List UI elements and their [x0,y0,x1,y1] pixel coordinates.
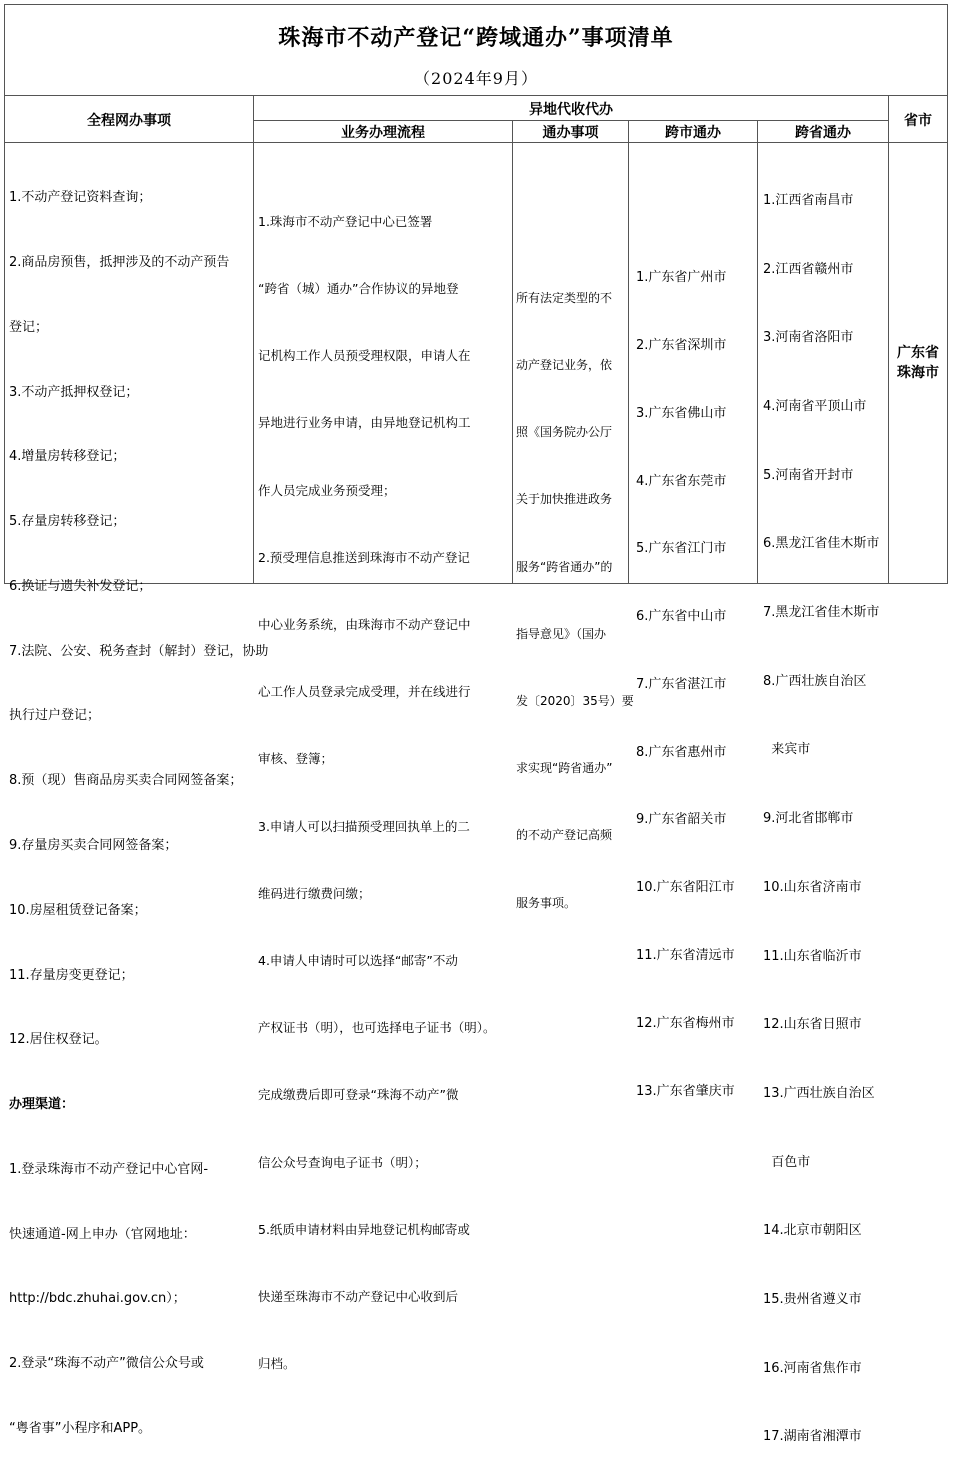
list-item: 求实现“跨省通办” [516,761,613,776]
list-item: 来宾市 [763,742,811,758]
city-name-label: 珠海市 [897,364,939,381]
list-item: 4.申请人申请时可以选择“邮寄”不动 [258,953,458,969]
list-item: 8.广西壮族自治区 [763,673,867,689]
header-process: 业务办理流程 [341,124,425,141]
list-item: 中心业务系统，由珠海市不动产登记中 [258,617,471,633]
list-item: “跨省（城）通办”合作协议的异地登 [258,281,459,297]
list-item: 2.广东省深圳市 [636,337,727,353]
list-item: 动产登记业务，依 [516,358,613,373]
cross-city-column [636,222,756,1099]
list-item: 5.河南省开封市 [763,467,854,483]
list-item: 1.广东省广州市 [636,270,727,286]
channel-heading: 办理渠道： [9,1097,75,1113]
list-item: 1.不动产登记资料查询； [9,190,152,206]
header-cross-city: 跨市通办 [665,124,721,141]
list-item: 5.纸质申请材料由异地登记机构邮寄或 [258,1221,470,1237]
list-item: 5.存量房转移登记； [9,514,126,530]
list-item: 2.登录“珠海不动产”微信公众号或 [9,1356,204,1372]
list-item: 完成缴费后即可登录“珠海不动产”微 [258,1087,459,1103]
list-item: 6.换证与遗失补发登记； [9,578,152,594]
list-item: 10.广东省阳江市 [636,880,735,896]
list-item: 照《国务院办公厅 [516,425,613,440]
header-province: 省市 [904,112,932,129]
list-item: 审核、登簿； [258,751,334,767]
list-item: 心工作人员登录完成受理，并在线进行 [258,684,471,700]
list-item: 13.广东省肇庆市 [636,1083,735,1099]
list-item: 4.河南省平顶山市 [763,398,867,414]
list-item: 9.河北省邯郸市 [763,811,854,827]
list-item: 7.黑龙江省佳木斯市 [763,605,880,621]
list-item: 13.广西壮族自治区 [763,1085,875,1101]
list-item: 12.山东省日照市 [763,1017,862,1033]
list-item: 2.商品房预售，抵押涉及的不动产预告 [9,254,230,270]
list-item: 14.北京市朝阳区 [763,1223,862,1239]
list-item: 作人员完成业务预受理； [258,482,396,498]
list-item: 信公众号查询电子证书（明）； [258,1154,427,1170]
list-item: 10.山东省济南市 [763,879,862,895]
list-item: 10.房屋租赁登记备案； [9,902,147,918]
list-item: 快速通道-网上申办（官网地址： [9,1226,196,1242]
list-item: 4.广东省东莞市 [636,473,727,489]
list-item: 6.黑龙江省佳木斯市 [763,536,880,552]
list-item: 3.不动产抵押权登记； [9,384,139,400]
list-item: 8.广东省惠州市 [636,744,727,760]
list-item: 7.法院、公安、税务查封（解封）登记，协助 [9,643,269,659]
list-item: 9.广东省韶关市 [636,812,727,828]
header-cross-province: 跨省通办 [795,124,851,141]
list-item: 记机构工作人员预受理权限，申请人在 [258,348,471,364]
grid-line [253,96,254,584]
list-item: 5.广东省江门市 [636,541,727,557]
list-item: “粤省事”小程序和APP。 [9,1421,152,1437]
list-item: 百色市 [763,1154,811,1170]
list-item: 4.增量房转移登记； [9,449,126,465]
online-items-column [9,144,269,1437]
page-title: 珠海市不动产登记“跨域通办”事项清单 [278,25,674,51]
page-subtitle: （2024年9月） [414,69,538,88]
list-item: 11.山东省临沂市 [763,948,862,964]
list-item: 12.居住权登记。 [9,1032,108,1048]
list-item: 9.存量房买卖合同网签备案； [9,838,178,853]
list-item: 发〔2020〕35号）要 [516,694,634,709]
list-item: 17.湖南省湘潭市 [763,1429,862,1445]
items-column [516,242,634,910]
list-item: 维码进行缴费问缴； [258,885,371,901]
header-online: 全程网办事项 [87,112,171,129]
grid-line [4,142,948,143]
list-item: 1.登录珠海市不动产登记中心官网- [9,1161,209,1177]
list-item: 1.珠海市不动产登记中心已签署 [258,213,433,229]
process-column [258,166,510,1372]
list-item: 服务事项。 [516,895,577,910]
header-items: 通办事项 [542,124,599,141]
list-item: 所有法定类型的不 [516,290,613,305]
list-item: 2.江西省赣州市 [763,261,854,277]
city-cell [889,142,947,583]
list-item: 3.河南省洛阳市 [763,330,854,346]
list-item: 指导意见》（国办 [516,626,607,641]
list-item: 快递至珠海市不动产登记中心收到后 [258,1289,459,1305]
grid-line [628,120,629,584]
table-header-block [4,4,948,96]
list-item: 登记； [9,319,49,335]
list-item: 2.预受理信息推送到珠海市不动产登记 [258,549,470,565]
list-item: 1.江西省南昌市 [763,192,854,208]
list-item: 关于加快推进政务 [516,492,613,507]
list-item: 6.广东省中山市 [636,609,727,625]
list-item: 16.河南省焦作市 [763,1360,862,1376]
list-item: 3.广东省佛山市 [636,405,727,421]
cross-province-column [763,144,887,1445]
list-item: 8.预（现）售商品房买卖合同网签备案； [9,773,243,789]
list-item: 7.广东省湛江市 [636,676,727,692]
list-item: 12.广东省梅州市 [636,1015,735,1031]
list-item: 15.贵州省遵义市 [763,1292,862,1308]
header-remote: 异地代收代办 [529,101,613,118]
list-item: 异地进行业务申请，由异地登记机构工 [258,415,471,431]
list-item: 11.存量房变更登记； [9,967,134,983]
grid-line [512,120,513,584]
list-item: 的不动产登记高频 [516,828,613,843]
list-item: 归档。 [258,1356,296,1372]
list-item: 3.申请人可以扫描预受理回执单上的二 [258,818,470,834]
website-link[interactable]: http://bdc.zhuhai.gov.cn）； [9,1291,186,1307]
city-province-label: 广东省 [897,344,939,361]
list-item: 执行过户登记； [9,708,101,724]
list-item: 产权证书（明），也可选择电子证书（明）。 [258,1020,496,1036]
grid-line [757,120,758,584]
list-item: 11.广东省清远市 [636,948,735,963]
list-item: 服务“跨省通办”的 [516,559,613,574]
